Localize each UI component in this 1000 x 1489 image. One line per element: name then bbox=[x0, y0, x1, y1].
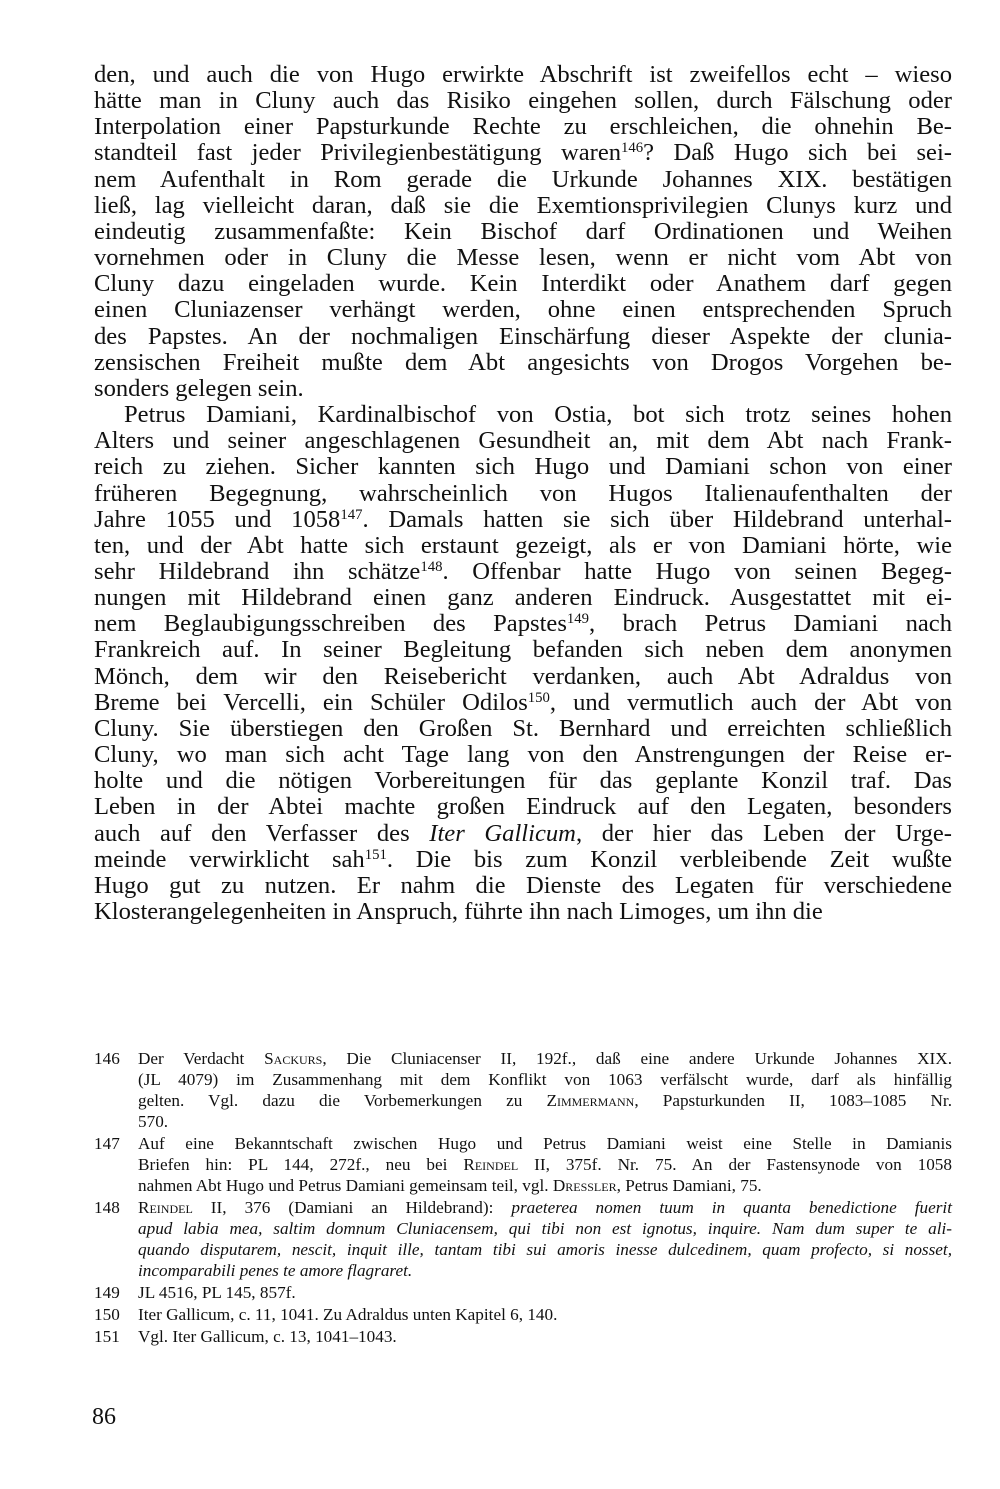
text-line: Frankreich auf. In seiner Begleitung befanden sich neben dem anonymen bbox=[94, 636, 952, 664]
text-line: meinde verwirklicht sah$^{151}$. Die bis zum Konzil verbleibende Zeit wußte bbox=[94, 845, 952, 873]
text-line: nungen mit Hildebrand einen ganz anderen Eindruck. Ausgestattet mit ei- bbox=[94, 584, 952, 612]
footnote-marker: 147 bbox=[340, 506, 363, 523]
footnote bbox=[94, 1048, 952, 1132]
text-line: ließ, lag vielleicht daran, daß sie die Exemtionsprivilegien Clunys kurz und bbox=[94, 191, 952, 219]
text-line: früheren Begegnung, wahrscheinlich von Hugos Italienaufenthalten der bbox=[94, 479, 952, 507]
text-line: hätte man in Cluny auch das Risiko eingehen sollen, durch Fälschung oder bbox=[94, 87, 952, 115]
text-line: eindeutig zusammenfaßte: Kein Bischof darf Ordinationen und Weihen bbox=[94, 217, 952, 245]
footnote-marker: 151 bbox=[364, 846, 387, 863]
footnote bbox=[94, 1197, 952, 1281]
footnote-number: 146 bbox=[94, 1049, 120, 1068]
footnote-line bbox=[138, 1218, 952, 1239]
italic-text: Iter Gallicum bbox=[429, 819, 576, 847]
footnote-line bbox=[138, 1260, 952, 1281]
footnote-line: gelten. Vgl. dazu die Vorbemerkungen zu Zimmermann, Papsturkunden II, 1083–1085 Nr. bbox=[138, 1091, 953, 1110]
footnote bbox=[94, 1282, 952, 1303]
text-line: Mönch, dem wir den Reisebericht verdanken, auch Abt Adraldus von bbox=[94, 662, 952, 690]
footnote-text bbox=[138, 1304, 952, 1325]
author-name: Sackurs bbox=[264, 1049, 323, 1068]
footnote-marker: 150 bbox=[527, 689, 550, 706]
text-line: zensischen Freiheit mußte dem Abt angesichts von Drogos Vorgehen be- bbox=[94, 348, 952, 376]
footnote-number: 149 bbox=[94, 1283, 120, 1302]
footnote-line bbox=[138, 1239, 952, 1260]
footnote-line: Reindel II, 376 (Damiani an Hildebrand): praeterea nomen tuum in quanta benedictione fuerit bbox=[138, 1198, 952, 1217]
text-line: den, und auch die von Hugo erwirkte Abschrift ist zweifellos echt – wieso bbox=[94, 61, 952, 88]
text-line: Klosterangelegenheiten in Anspruch, führte ihn nach Limoges, um ihn die bbox=[94, 898, 823, 925]
footnote-text bbox=[138, 1133, 952, 1196]
footnote-line: Der Verdacht Sackurs, Die Cluniacenser II, 192f., daß eine andere Urkunde Johannes XIX. bbox=[138, 1049, 952, 1068]
text-line: sonders gelegen sein. bbox=[94, 374, 304, 402]
author-name: Reindel bbox=[463, 1155, 519, 1174]
footnote-number: 151 bbox=[94, 1327, 120, 1346]
italic-text: praeterea nomen tuum in quanta benedictione fuerit bbox=[511, 1198, 952, 1217]
text-line: Cluny dazu eingeladen wurde. Kein Interdikt oder Anathem darf gegen bbox=[94, 270, 952, 298]
author-name: Dressler bbox=[552, 1176, 617, 1195]
footnote-line: Auf eine Bekanntschaft zwischen Hugo und Petrus Damiani weist eine Stelle in Damianis bbox=[138, 1134, 952, 1153]
italic-text: apud labia mea, saltim domnum Cluniacensem, qui tibi non est ignotus, inquire. Nam dum super te ali- bbox=[138, 1219, 952, 1238]
footnote-number: 148 bbox=[94, 1198, 120, 1217]
footnote-marker: 148 bbox=[420, 558, 443, 575]
footnote-marker: 146 bbox=[621, 140, 644, 157]
footnote-line: nahmen Abt Hugo und Petrus Damiani gemeinsam teil, vgl. Dressler, Petrus Damiani, 75. bbox=[138, 1176, 762, 1195]
text-line: reich zu ziehen. Sicher kannten sich Hugo und Damiani schon von einer bbox=[94, 453, 952, 481]
text-line: holte und die nötigen Vorbereitungen für das geplante Konzil traf. Das bbox=[94, 767, 952, 795]
footnote-text bbox=[138, 1326, 952, 1347]
author-name: Zimmermann bbox=[546, 1091, 635, 1110]
text-line: ten, und der Abt hatte sich erstaunt gezeigt, als er von Damiani hörte, wie bbox=[94, 531, 952, 559]
italic-text: incomparabili penes te amore flagraret. bbox=[138, 1261, 413, 1280]
paragraph bbox=[94, 402, 952, 925]
text-line: Interpolation einer Papsturkunde Rechte zu erschleichen, die ohnehin Be- bbox=[94, 113, 952, 141]
footnote-line: Vgl. Iter Gallicum, c. 13, 1041–1043. bbox=[138, 1327, 397, 1346]
text-line: Cluny, wo man sich acht Tage lang von den Anstrengungen der Reise er- bbox=[94, 741, 952, 769]
footnote bbox=[94, 1326, 952, 1347]
footnote-number: 150 bbox=[94, 1305, 120, 1324]
author-name: Reindel bbox=[138, 1198, 193, 1217]
footnote-number: 147 bbox=[94, 1134, 120, 1153]
footnote-text bbox=[138, 1048, 952, 1132]
text-line: Cluny. Sie überstiegen den Großen St. Bernhard und erreichten schließlich bbox=[94, 714, 952, 742]
text-line: Jahre 1055 und 1058$^{147}$. Damals hatten sie sich über Hildebrand unterhal- bbox=[94, 505, 952, 533]
page-number: 86 bbox=[92, 1404, 116, 1430]
text-line: Petrus Damiani, Kardinalbischof von Ostia, bot sich trotz seines hohen bbox=[124, 401, 952, 429]
text-line: Leben in der Abtei machte großen Eindruck auf den Legaten, besonders bbox=[94, 793, 952, 821]
paragraph bbox=[94, 62, 952, 402]
footnote-line: Iter Gallicum, c. 11, 1041. Zu Adraldus unten Kapitel 6, 140. bbox=[138, 1305, 558, 1324]
text-line: vornehmen oder in Cluny die Messe lesen, wenn er nicht vom Abt von bbox=[94, 244, 952, 272]
text-line: nem Beglaubigungsschreiben des Papstes$^{149}$, brach Petrus Damiani nach bbox=[94, 610, 953, 638]
italic-text: quando disputarem, nescit, inquit ille, tantam tibi sui amoris inesse dulcedinem, quam profecto, si nosset, bbox=[138, 1240, 952, 1259]
footnote-marker: 149 bbox=[566, 611, 590, 628]
footnote-line: JL 4516, PL 145, 857f. bbox=[138, 1283, 296, 1302]
text-line: sehr Hildebrand ihn schätze$^{148}$. Offenbar hatte Hugo von seinen Begeg- bbox=[94, 557, 952, 585]
text-line: Hugo gut zu nutzen. Er nahm die Dienste des Legaten für verschiedene bbox=[94, 871, 952, 899]
footnote-line: (JL 4079) im Zusammenhang mit dem Konflikt von 1063 verfälscht wurde, darf als hinfällig bbox=[138, 1070, 952, 1089]
footnote-text bbox=[138, 1197, 952, 1281]
text-line: nem Aufenthalt in Rom gerade die Urkunde Johannes XIX. bestätigen bbox=[94, 165, 952, 193]
footnote bbox=[94, 1133, 952, 1196]
footnotes bbox=[94, 1048, 952, 1348]
text-line: auch auf den Verfasser des Iter Gallicum, der hier das Leben der Urge- bbox=[94, 819, 952, 847]
text-line: des Papstes. An der nochmaligen Einschärfung dieser Aspekte der clunia- bbox=[94, 322, 952, 350]
footnote-line: Briefen hin: PL 144, 272f., neu bei Reindel II, 375f. Nr. 75. An der Fastensynode von 1058 bbox=[138, 1155, 952, 1174]
text-line: Breme bei Vercelli, ein Schüler Odilos$^{150}$, und vermutlich auch der Abt von bbox=[94, 688, 952, 716]
text-line: standteil fast jeder Privilegienbestätigung waren$^{146}$? Daß Hugo sich bei sei- bbox=[94, 139, 952, 167]
text-line: Alters und seiner angeschlagenen Gesundheit an, mit dem Abt nach Frank- bbox=[94, 427, 952, 455]
main-text bbox=[94, 62, 952, 925]
footnote-text bbox=[138, 1282, 952, 1303]
footnote bbox=[94, 1304, 952, 1325]
text-line: einen Cluniazenser verhängt werden, ohne einen entsprechenden Spruch bbox=[94, 296, 952, 324]
footnote-line: 570. bbox=[138, 1112, 169, 1131]
